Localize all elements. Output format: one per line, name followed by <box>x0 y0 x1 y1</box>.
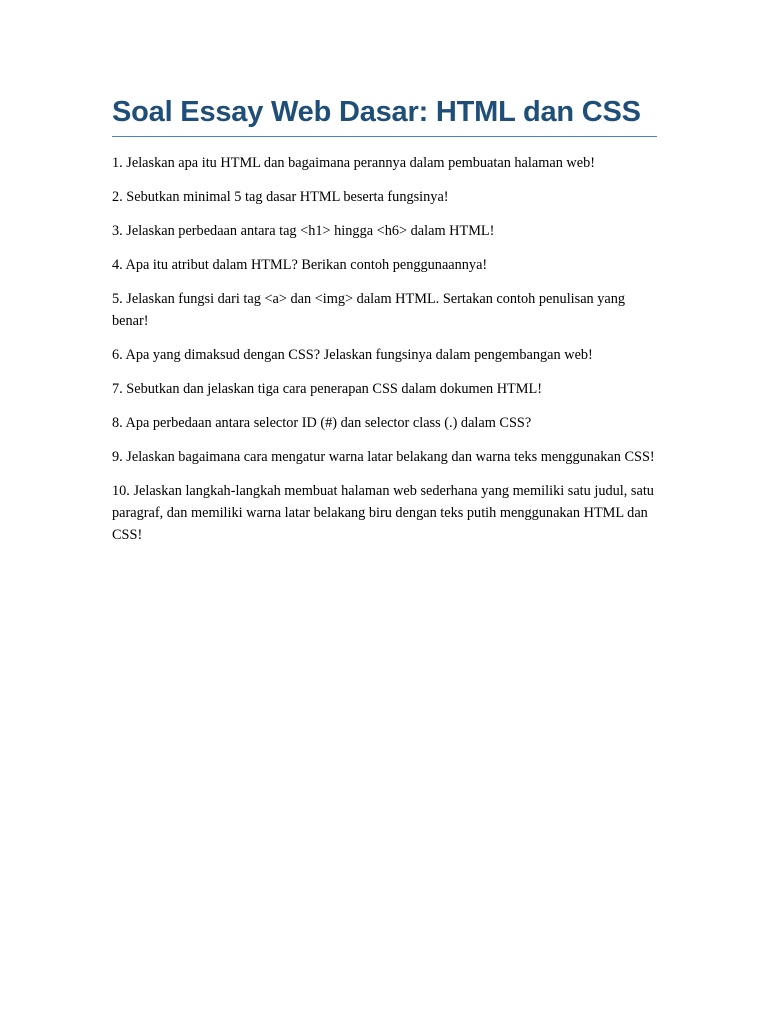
question-item: 1. Jelaskan apa itu HTML dan bagaimana perannya dalam pembuatan halaman web! <box>112 155 595 171</box>
question-item: 9. Jelaskan bagaimana cara mengatur warna latar belakang dan warna teks menggunakan CSS! <box>112 449 655 465</box>
question-list <box>112 152 657 546</box>
question-item: 2. Sebutkan minimal 5 tag dasar HTML beserta fungsinya! <box>112 189 449 205</box>
question-item: 4. Apa itu atribut dalam HTML? Berikan contoh penggunaannya! <box>112 257 488 273</box>
document-content <box>112 92 657 558</box>
question-item: 5. Jelaskan fungsi dari tag <a> dan <img> dalam HTML. Sertakan contoh penulisan yang benar! <box>112 291 626 329</box>
question-item: 10. Jelaskan langkah-langkah membuat halaman web sederhana yang memiliki satu judul, satu paragraf, dan memiliki warna latar belakang biru dengan teks putih menggunakan HTML dan CSS! <box>112 483 654 543</box>
question-item: 6. Apa yang dimaksud dengan CSS? Jelaskan fungsinya dalam pengembangan web! <box>112 347 593 363</box>
title-underline <box>112 136 657 137</box>
question-item: 7. Sebutkan dan jelaskan tiga cara penerapan CSS dalam dokumen HTML! <box>112 381 542 397</box>
question-item: 8. Apa perbedaan antara selector ID (#) dan selector class (.) dalam CSS? <box>112 415 532 431</box>
page-title: Soal Essay Web Dasar: HTML dan CSS <box>112 96 641 128</box>
question-item: 3. Jelaskan perbedaan antara tag <h1> hingga <h6> dalam HTML! <box>112 223 495 239</box>
